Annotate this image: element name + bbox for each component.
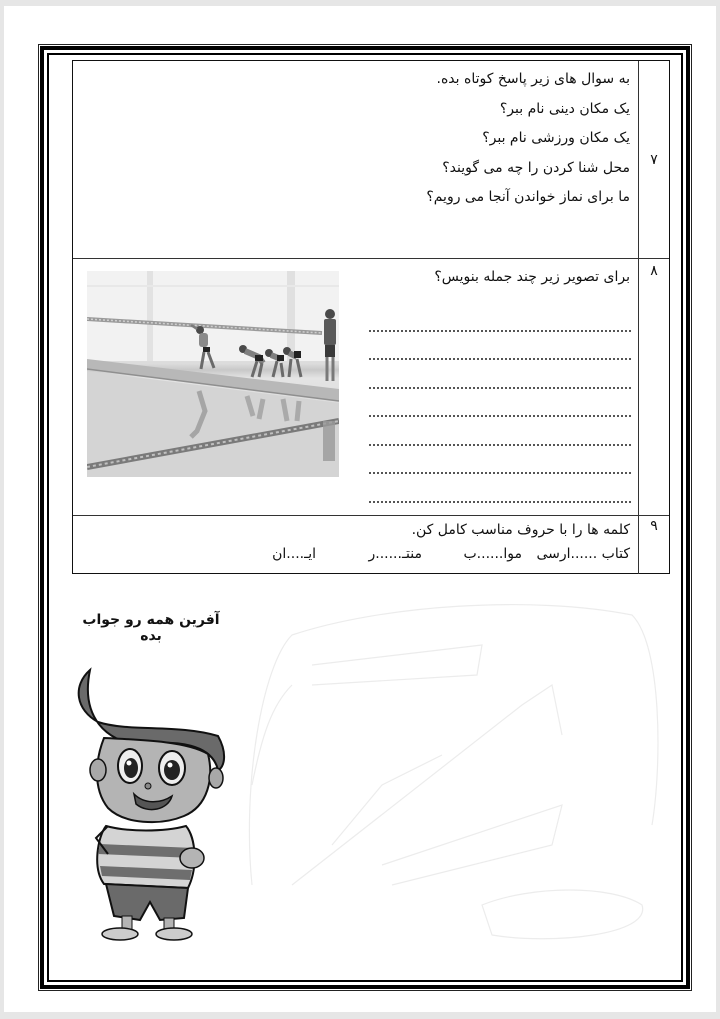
question-number: ۸ bbox=[638, 259, 669, 515]
question-7-instruction: به سوال های زیر پاسخ کوتاه بده. bbox=[436, 71, 630, 87]
scribble-icon bbox=[232, 585, 672, 960]
question-7-item-1: یک مکان دینی نام ببر؟ bbox=[499, 100, 630, 117]
question-7-item-4: ما برای نماز خواندن آنجا می رویم؟ bbox=[426, 189, 630, 205]
question-9-row bbox=[73, 516, 669, 574]
question-9-prompt: کلمه ها را با حروف مناسب کامل کن. bbox=[411, 522, 630, 538]
answer-line[interactable] bbox=[369, 474, 631, 503]
answer-line[interactable] bbox=[369, 417, 631, 446]
answer-line[interactable] bbox=[369, 303, 631, 332]
encouragement-message: آفرین همه رو جواب بده bbox=[82, 612, 220, 644]
question-7-item-2: یک مکان ورزشی نام ببر؟ bbox=[482, 130, 630, 146]
faint-scribble-mark bbox=[232, 585, 672, 960]
answer-line[interactable] bbox=[369, 360, 631, 389]
question-7-body bbox=[73, 61, 638, 258]
question-8-prompt: برای تصویر زیر چند جمله بنویس؟ bbox=[434, 269, 630, 285]
question-number: ۷ bbox=[638, 61, 669, 258]
fill-word[interactable]: کتاب ......ارسی bbox=[536, 546, 630, 562]
fill-word[interactable]: ایـ....ان bbox=[272, 546, 316, 562]
question-8-row bbox=[73, 259, 669, 516]
question-9-body bbox=[73, 516, 638, 574]
cartoon-boy-illustration bbox=[68, 658, 230, 946]
fill-word[interactable]: موا......ب bbox=[463, 546, 522, 562]
answer-lines[interactable] bbox=[369, 303, 631, 503]
fill-in-words bbox=[81, 542, 630, 566]
answer-line[interactable] bbox=[369, 389, 631, 418]
cartoon-boy-icon bbox=[68, 658, 230, 946]
answer-line[interactable] bbox=[369, 446, 631, 475]
answer-line[interactable] bbox=[369, 332, 631, 361]
swimming-pool-photo-icon bbox=[87, 271, 339, 477]
question-number: ۹ bbox=[638, 516, 669, 574]
question-7-item-3: محل شنا کردن را چه می گویند؟ bbox=[442, 159, 630, 176]
fill-word[interactable]: منتـ......ر bbox=[368, 546, 422, 562]
question-7-row bbox=[73, 61, 669, 259]
questions-table bbox=[72, 60, 670, 574]
swimming-pool-photo bbox=[87, 271, 339, 477]
